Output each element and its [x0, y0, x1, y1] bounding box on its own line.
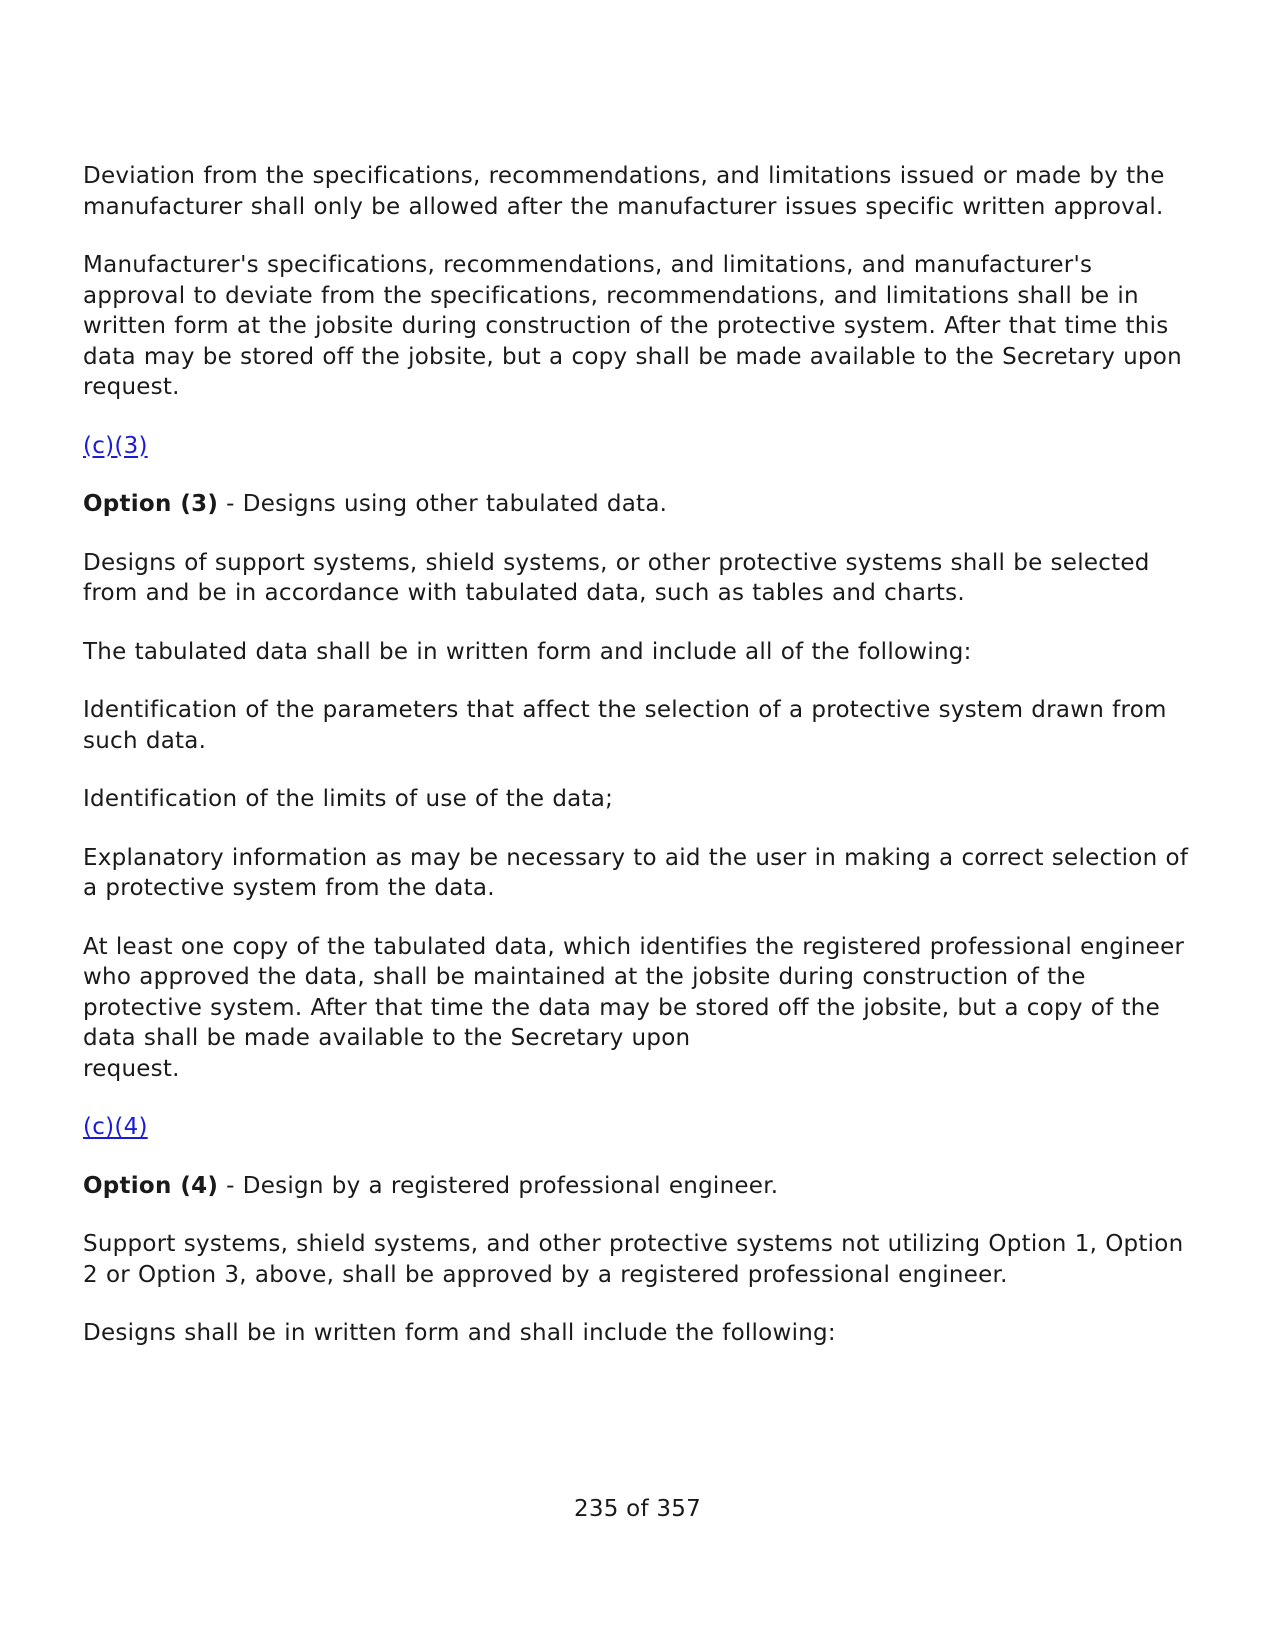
paragraph-designs-support-systems: Designs of support systems, shield systems, or other protective systems shall be selected from and be in accordance with tabulated data, such as tables and charts. [83, 549, 1150, 606]
section-link-c3[interactable]: (c)(3) [83, 432, 148, 459]
option-3-label: Option (3) [83, 491, 219, 517]
option-4-heading [83, 1171, 1198, 1202]
paragraph-identification-limits: Identification of the limits of use of the data; [83, 786, 614, 812]
paragraph-copy-tabulated-data-end: request. [83, 1055, 180, 1082]
paragraph-explanatory-information: Explanatory information as may be necessary to aid the user in making a correct selection of a protective system from the data. [83, 844, 1189, 901]
paragraph-support-systems-approval: Support systems, shield systems, and other protective systems not utilizing Option 1, Option 2 or Option 3, above, shall be approved by a registered professional engineer. [83, 1231, 1184, 1288]
option-3-heading [83, 489, 1198, 520]
paragraph-designs-written-form: Designs shall be in written form and shall include the following: [83, 1320, 836, 1346]
paragraph-deviation: Deviation from the specifications, recommendations, and limitations issued or made by the manufacturer shall only be allowed after the manufacturer issues specific written approval. [83, 163, 1165, 220]
paragraph-identification-parameters: Identification of the parameters that affect the selection of a protective system drawn from such data. [83, 697, 1167, 754]
document-body [83, 161, 1198, 1377]
paragraph-copy-tabulated-data [83, 932, 1198, 1085]
option-4-label: Option (4) [83, 1172, 219, 1199]
section-link-c4-container [83, 1112, 1198, 1143]
page-number: 235 of 357 [573, 1496, 702, 1522]
paragraph-tabulated-data-requirements: The tabulated data shall be in written form and include all of the following: [83, 638, 972, 665]
option-3-description: - Designs using other tabulated data. [218, 491, 668, 517]
section-link-c4[interactable]: (c)(4) [83, 1114, 148, 1140]
paragraph-manufacturer-specs: Manufacturer's specifications, recommendations, and limitations, and manufacturer's approval to deviate from the specifications, recommendations, and limitations shall be in written form at the jobsite during construction of the protective system. After that time this data may be stored off the jobsite, but a copy shall be made available to the Secretary upon request. [83, 252, 1182, 400]
option-4-description: - Design by a registered professional engineer. [218, 1172, 779, 1199]
paragraph-copy-tabulated-data-main: At least one copy of the tabulated data, which identifies the registered professional engineer who approved the data, shall be maintained at the jobsite during construction of the protective system. After that time the data may be stored off the jobsite, but a copy of the data shall be made available to the Secretary upon [83, 933, 1185, 1051]
section-link-c3-container [83, 431, 1198, 462]
